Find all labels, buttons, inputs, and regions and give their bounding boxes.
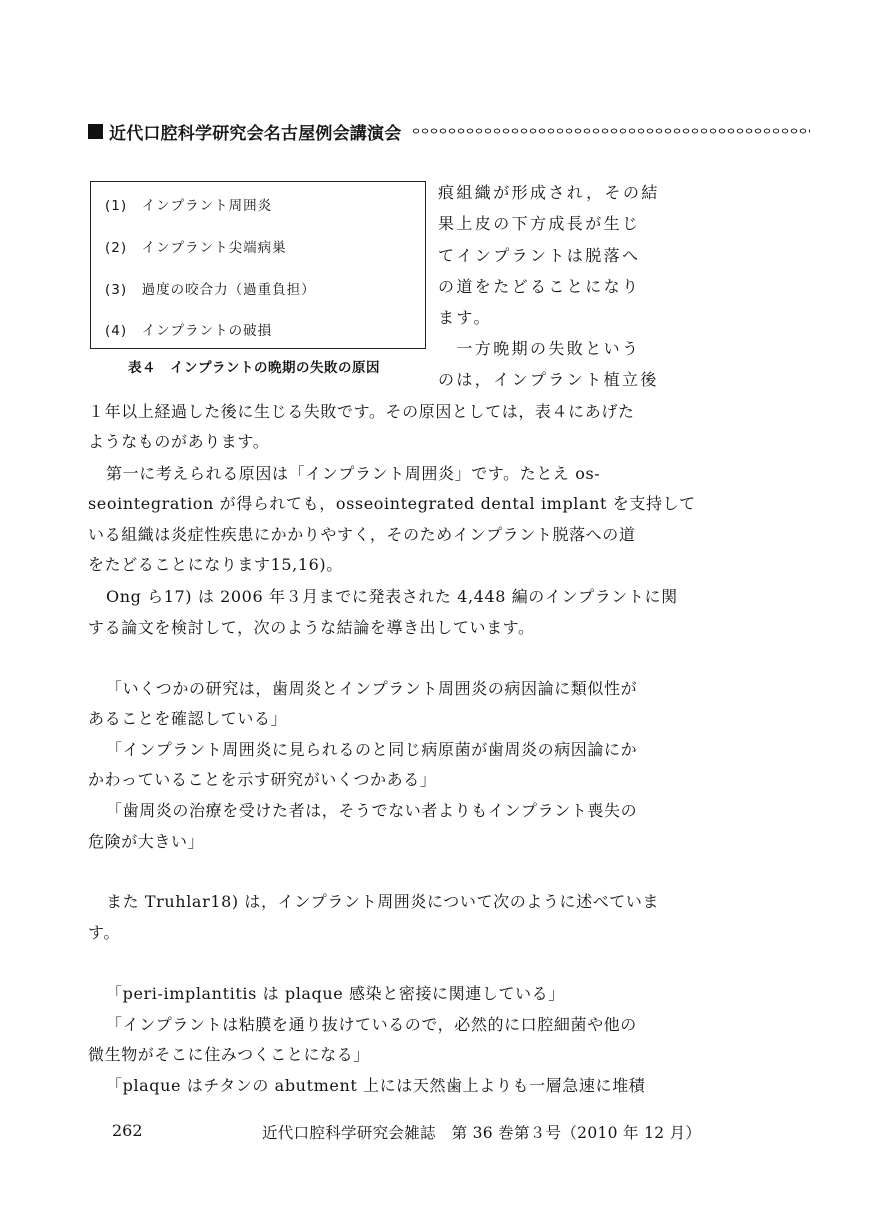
quote-line: 「plaque はチタンの abutment 上には天然歯上よりも一層急速に堆積 — [106, 1076, 646, 1095]
quote-line: 「いくつかの研究は，歯周炎とインプラント周囲炎の病因論に類似性が — [106, 679, 638, 698]
side-text-line: 一方晩期の失敗という — [438, 339, 641, 358]
table-item-1: (1) インプラント周囲炎 — [105, 198, 273, 214]
body-text-line: ようなものがあります。 — [88, 432, 270, 451]
quote-line: 「歯周炎の治療を受けた者は，そうでない者よりもインプラント喪失の — [106, 801, 638, 820]
body-text-line: Ong ら17) は 2006 年３月までに発表された 4,448 編のインプラントに関 — [106, 587, 678, 606]
header-title: 近代口腔科学研究会名古屋例会講演会 — [109, 123, 402, 144]
quote-line: あることを確認している」 — [88, 709, 288, 728]
quote-line: 微生物がそこに住みつくことになる」 — [88, 1045, 370, 1064]
page-number: 262 — [112, 1121, 143, 1140]
side-text-line: ます。 — [438, 308, 492, 327]
quote-line: 「peri-implantitis は plaque 感染と密接に関連している」 — [106, 984, 565, 1003]
table-4-box — [90, 181, 426, 349]
body-text-line: をたどることになります15,16)。 — [88, 555, 343, 574]
body-text-line: する論文を検討して，次のような結論を導き出しています。 — [88, 618, 535, 637]
side-text-line: の道をたどることになり — [438, 277, 641, 296]
table-item-2: (2) インプラント尖端病巣 — [105, 240, 287, 256]
quote-line: 危険が大きい」 — [88, 832, 205, 851]
journal-citation: 近代口腔科学研究会雑誌 第 36 巻第３号（2010 年 12 月） — [262, 1124, 702, 1142]
side-text-line: 果上皮の下方成長が生じ — [438, 214, 641, 233]
header-square-icon — [88, 124, 103, 139]
side-text-line: てインプラントは脱落へ — [438, 246, 641, 265]
body-text-line: す。 — [88, 923, 120, 942]
header-decorative-chain-icon — [411, 125, 810, 137]
table-caption: 表４ インプラントの晩期の失敗の原因 — [128, 360, 380, 376]
body-text-line: いる組織は炎症性疾患にかかりやすく，そのためインプラント脱落への道 — [88, 525, 636, 544]
body-text-line: 第一に考えられる原因は「インプラント周囲炎」です。たとえ os- — [106, 464, 601, 483]
table-item-3: (3) 過度の咬合力（過重負担） — [105, 282, 316, 298]
running-header — [88, 118, 810, 144]
table-item-4: (4) インプラントの破損 — [105, 323, 273, 339]
quote-line: 「インプラント周囲炎に見られるのと同じ病原菌が歯周炎の病因論にか — [106, 740, 638, 759]
quote-line: 「インプラントは粘膜を通り抜けているので，必然的に口腔細菌や他の — [106, 1015, 637, 1034]
body-text-line: seointegration が得られても，osseointegrated dental implant を支持して — [88, 494, 696, 513]
quote-line: かわっていることを示す研究がいくつかある」 — [88, 770, 437, 789]
body-text-line: １年以上経過した後に生じる失敗です。その原因としては，表４にあげた — [88, 402, 635, 421]
body-text-line: また Truhlar18) は，インプラント周囲炎について次のように述べていま — [106, 892, 660, 911]
side-text-line: 痕組織が形成され，その結 — [438, 183, 660, 202]
side-text-line: のは，インプラント植立後 — [438, 370, 659, 389]
